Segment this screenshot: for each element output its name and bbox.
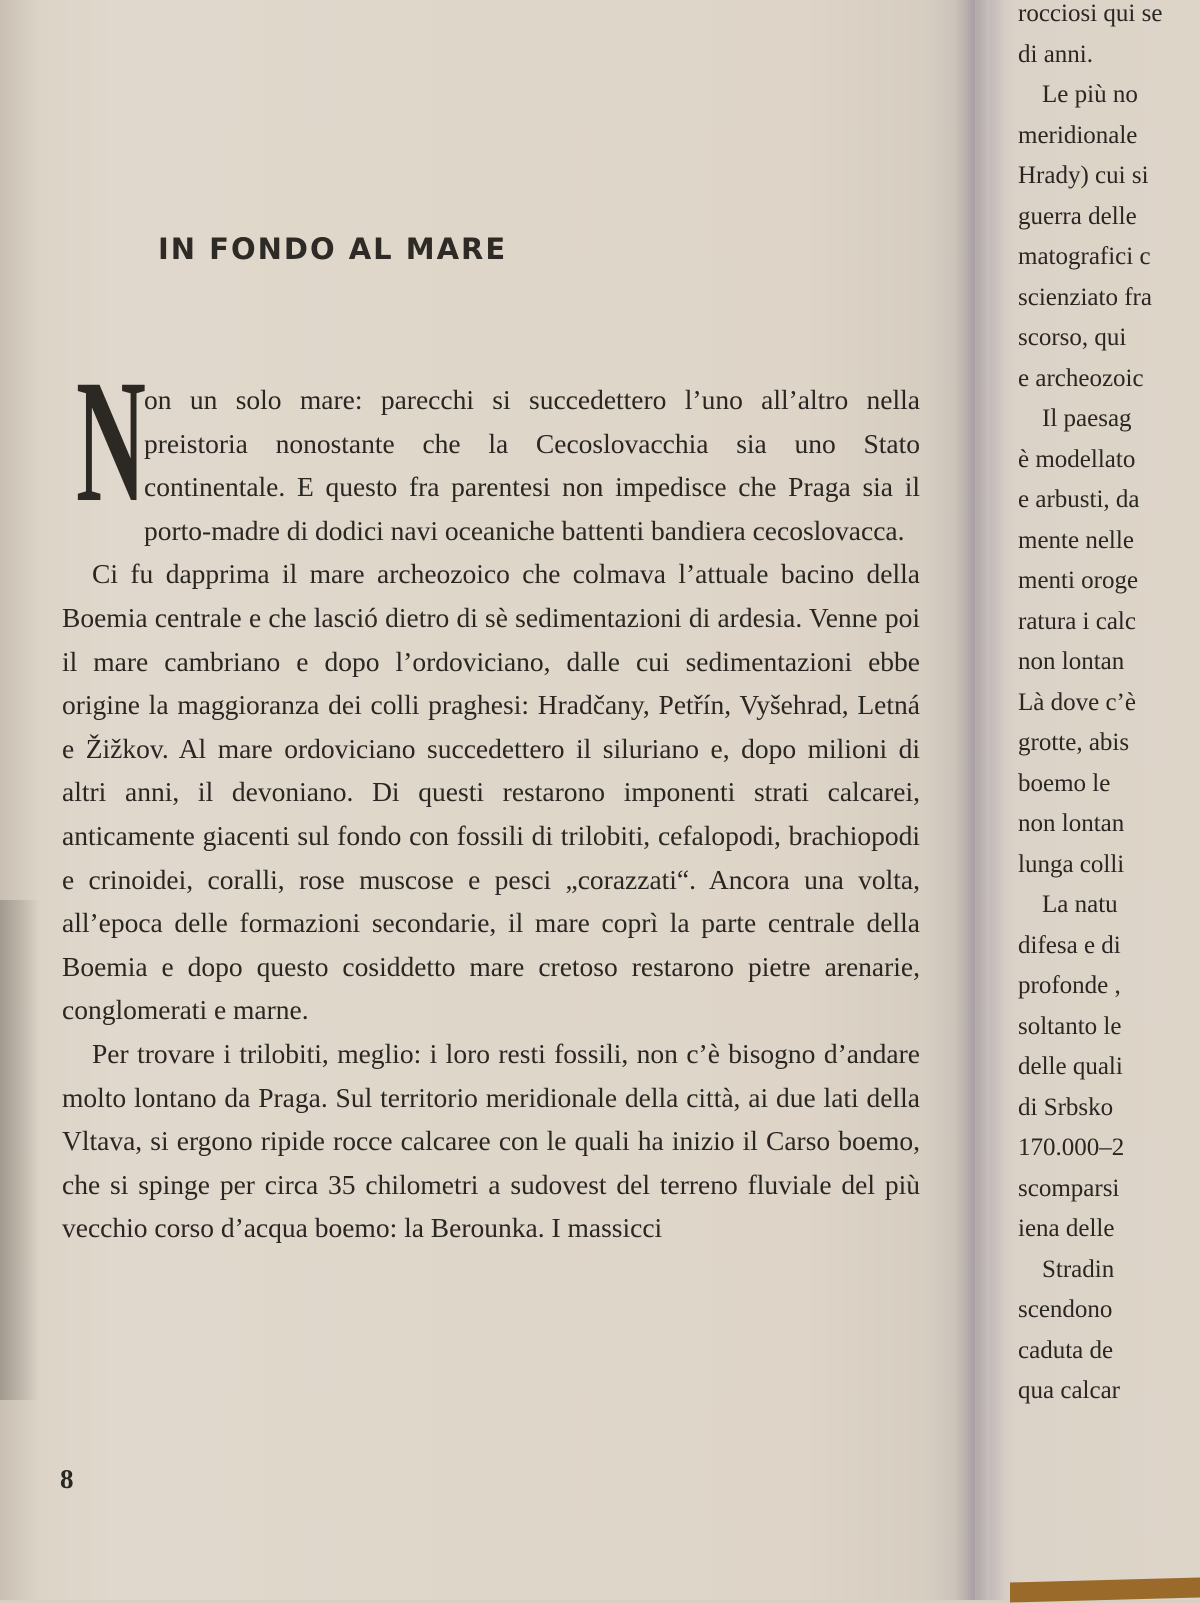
right-page-text	[1018, 0, 1200, 1412]
right-page-line: caduta de	[1018, 1336, 1114, 1364]
right-page-line: matografici c	[1018, 243, 1151, 270]
paragraph-1-text: on un solo mare: parecchi si succedettero l’uno all’altro nella preistoria nonostante che la Cecoslovacchia sia uno Stato continentale. E questo fra parentesi non impedisce che Praga sia il porto-madre di dodici navi oceaniche battenti bandiera cecoslovacca.	[144, 384, 920, 546]
right-page-line: mente nelle	[1018, 526, 1134, 554]
right-page-line: guerra delle	[1018, 202, 1137, 230]
right-page-line: ratura i calc	[1018, 607, 1136, 635]
right-page-line: meridionale	[1018, 121, 1138, 149]
right-page-line: e archeozoic	[1018, 364, 1144, 392]
right-page-line: scorso, qui	[1018, 324, 1127, 351]
book-gutter	[955, 0, 1005, 1600]
hand-shadow	[0, 900, 40, 1400]
right-page-line: Là dove c’è	[1018, 688, 1136, 716]
right-page-line: delle quali	[1018, 1053, 1123, 1080]
right-page-line: Hrady) cui si	[1018, 162, 1149, 189]
right-page-line: 170.000–2	[1018, 1134, 1125, 1161]
right-page-line: Le più no	[1042, 81, 1138, 108]
right-page-line: scomparsi	[1018, 1174, 1120, 1202]
right-page-line: è modellato	[1018, 445, 1136, 473]
right-page-line: Il paesag	[1042, 405, 1132, 432]
paragraph-2: Ci fu dapprima il mare archeozoico che colmava l’attuale bacino della Boemia centrale e che lasció dietro di sè sedimentazioni di ardesia. Venne poi il mare cambriano e dopo l’ordoviciano, dalle cui sedimentazioni ebbe origine la maggioranza dei colli praghesi: Hradčany, Petřín, Vyšehrad, Letná e Žižkov. Al mare ordoviciano succedettero il siluriano e, dopo milioni di altri anni, il devoniano. Di questi restarono imponenti strati calcarei, anticamente giacenti sul fondo con fossili di trilobiti, cefalopodi, brachiopodi e crinoidei, coralli, rose muscose e pesci „corazzati“. Ancora una volta, all’epoca delle formazioni secondarie, il mare coprì la parte centrale della Boemia e dopo questo cosiddetto mare cretoso restarono pietre arenarie, conglomerati e marne.	[62, 558, 920, 1026]
right-page-line: non lontan	[1018, 648, 1125, 675]
right-page-line: iena delle	[1018, 1215, 1115, 1242]
right-page-line: Stradin	[1042, 1255, 1115, 1283]
right-page-line: scienziato fra	[1018, 283, 1152, 311]
right-page-line: menti oroge	[1018, 567, 1139, 594]
chapter-title: IN FONDO AL MARE	[158, 232, 508, 266]
right-page-line: grotte, abis	[1018, 729, 1130, 756]
body-text	[62, 344, 920, 1250]
right-page-line: rocciosi qui se	[1018, 0, 1163, 27]
right-page-line: di Srbsko	[1018, 1093, 1114, 1121]
drop-cap: N	[76, 344, 146, 539]
right-page-line: profonde ,	[1018, 972, 1121, 999]
right-page-line: e arbusti, da	[1018, 486, 1140, 513]
right-page-line: qua calcar	[1018, 1377, 1121, 1404]
right-page-line: difesa e di	[1018, 931, 1121, 959]
paragraph-3: Per trovare i trilobiti, meglio: i loro resti fossili, non c’è bisogno d’andare molto lontano da Praga. Sul territorio meridionale della città, ai due lati della Vltava, si ergono ripide rocce calcaree con le quali ha inizio il Carso boemo, che si spinge per circa 35 chilometri a sudovest del terreno fluviale del più vecchio corso d’acqua boemo: la Berounka. I massicci	[62, 1037, 920, 1244]
right-page-line: soltanto le	[1018, 1012, 1122, 1040]
right-page-line: non lontan	[1018, 810, 1125, 837]
right-page-line: La natu	[1042, 891, 1118, 918]
right-page-line: lunga colli	[1018, 850, 1125, 878]
drop-cap-container	[62, 344, 146, 539]
paragraph-1	[62, 344, 920, 552]
page-number: 8	[60, 1464, 74, 1494]
right-page-line: scendono	[1018, 1296, 1113, 1323]
right-page-line: boemo le	[1018, 769, 1111, 797]
right-page-line: di anni.	[1018, 40, 1093, 68]
